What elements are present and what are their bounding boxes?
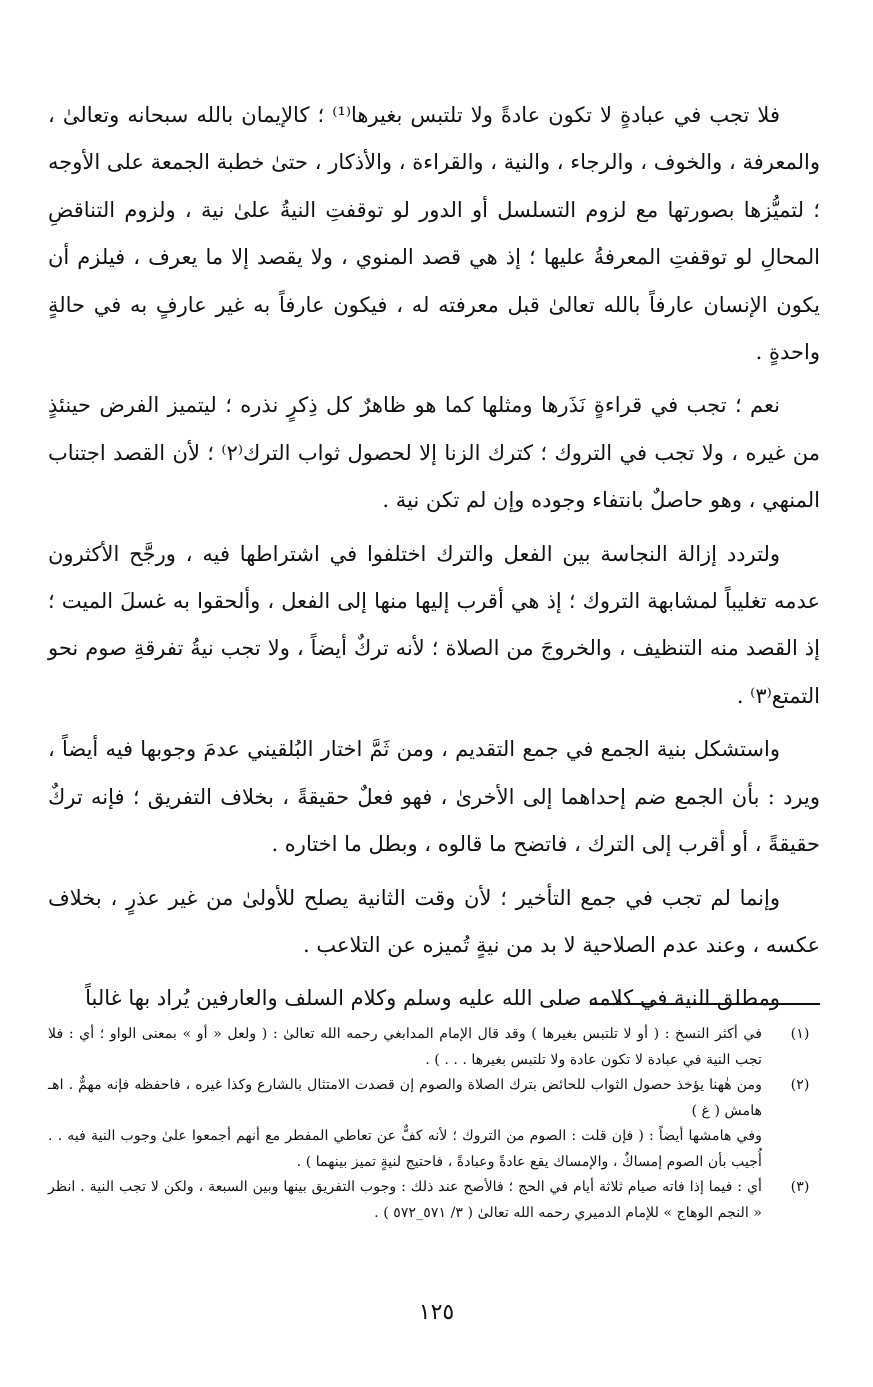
paragraph: فلا تجب في عبادةٍ لا تكون عادةً ولا تلتبس بغيرها⁽¹⁾ ؛ كالإيمان بالله سبحانه وتعالىٰ ، والمعرفة ، والخوف ، والرجاء ، والنية ، والقراءة ، والأذكار ، حتىٰ خطبة الجمعة على الأوجه ؛ لتميُّزها بصورتها مع لزوم التسلسل أو الدور لو توقفتِ النيةُ علىٰ نية ، ولزوم التناقضِ المحالِ لو توقفتِ المعرفةُ عليها ؛ إذ هي قصد المنوي ، ولا يقصد إلا ما يعرف ، فيلزم أن يكون الإنسان عارفاً بالله تعالىٰ قبل معرفته له ، فيكون عارفاً به غير عارفٍ به في حالةٍ واحدةٍ . xyxy=(48,103,820,365)
paragraph: وإنما لم تجب في جمع التأخير ؛ لأن وقت الثانية يصلح للأولىٰ من غير عذرٍ ، بخلاف عكسه ، وعند عدم الصلاحية لا بد من نيةٍ تُميزه عن التلاعب . xyxy=(48,885,820,957)
footnote-number: (٣) xyxy=(790,1179,810,1195)
footnote-number: (١) xyxy=(790,1026,810,1042)
paragraph: نعم ؛ تجب في قراءةٍ نَذَرها ومثلها كما هو ظاهرٌ كل ذِكرٍ نذره ؛ ليتميز الفرض حينئذٍ من غيره ، ولا تجب في التروك ؛ كترك الزنا إلا لحصول ثواب الترك⁽٢⁾ ؛ لأن القصد اجتناب المنهي ، وهو حاصلٌ بانتفاء وجوده وإن لم تكن نية . xyxy=(48,393,820,513)
main-text xyxy=(48,92,820,1029)
paragraph: واستشكل بنية الجمع في جمع التقديم ، ومن ثَمَّ اختار البُلقيني عدمَ وجوبها فيه أيضاً ، ويرد : بأن الجمع ضم إحداهما إلى الأخرىٰ ، فهو فعلٌ حقيقةً ، بخلاف التفريق ؛ فإنه تركٌ حقيقةً ، أو أقرب إلى الترك ، فاتضح ما قالوه ، وبطل ما اختاره . xyxy=(48,737,820,857)
footnote-1 xyxy=(48,1022,820,1073)
footnote-text: ومن هٰهنا يؤخذ حصول الثواب للحائض بترك الصلاة والصوم إن قصدت الامتثال بالشارع وكذا غيره ، فاحفظه فإنه مهمٌّ . اهـ هامش ( غ ) xyxy=(48,1077,762,1119)
footnote-text: أي : فيما إذا فاته صيام ثلاثة أيام في الحج ؛ فالأصح عند ذلك : وجوب التفريق بينها وبين السبعة ، ولكن لا تجب النية . انظر « النجم الوهاج » للإمام الدميري رحمه الله تعالىٰ ( ٣/ ٥٧١_٥٧٢ ) . xyxy=(48,1179,762,1221)
footnote-text: وفي هامشها أيضاً : ( فإن قلت : الصوم من التروك ؛ لأنه كفٌّ عن تعاطي المفطر مع أنهم أجمعوا علىٰ وجوب النية فيه . . أُجيب بأن الصوم إمساكٌ ، والإمساك يقع عادةً وعبادةً ، فاحتيج لنيةٍ تميز بينهما ) . xyxy=(48,1128,762,1170)
footnote-2 xyxy=(48,1073,820,1124)
footnote-3 xyxy=(48,1175,820,1226)
page-number: ١٢٥ xyxy=(418,1300,455,1325)
paragraph: ولتردد إزالة النجاسة بين الفعل والترك اختلفوا في اشتراطها فيه ، ورجَّح الأكثرون عدمه تغليباً لمشابهة التروك ؛ إذ هي أقرب إليها منها إلى الفعل ، وألحقوا به غسلَ الميت ؛ إذ القصد منه التنظيف ، والخروجَ من الصلاة ؛ لأنه تركٌ أيضاً ، ولا تجب نيةُ تفرقةِ صوم نحو التمتع⁽٣⁾ . xyxy=(48,541,820,708)
footnote-number: (٢) xyxy=(790,1077,810,1093)
paragraph: ومطلق النية في كلامه صلى الله عليه وسلم وكلام السلف والعارفين يُراد بها غالباً xyxy=(85,986,780,1011)
footnote-text: في أكثر النسخ : ( أو لا تلتبس بغيرها ) وقد قال الإمام المدابغي رحمه الله تعالىٰ : ( ولعل « أو » بمعنى الواو ؛ أي : فلا تجب النية في عبادة لا تكون عادة ولا تلتبس بغيرها . . . ) . xyxy=(48,1026,762,1068)
footnotes xyxy=(48,1022,820,1226)
footnote-separator xyxy=(590,1003,820,1005)
